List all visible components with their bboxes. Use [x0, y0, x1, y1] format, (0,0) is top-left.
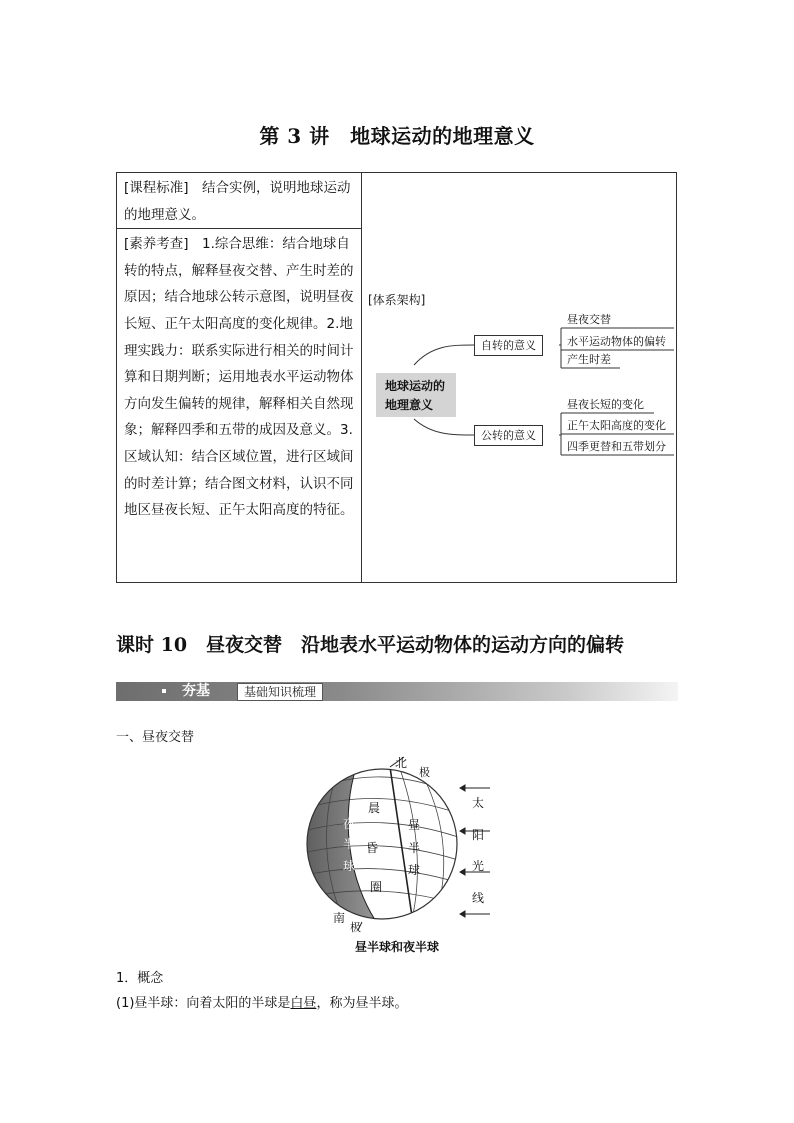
literacy-text: [素养考查] 1.综合思维：结合地球自转的特点，解释昼夜交替、产生时差的原因；结合地球公转示意图，说明昼夜长短、正午太阳高度的变化规律。2.地理实践力：联系实际进行相关的时间计算和日期判断；运用地表水平运动物体方向发生偏转的规律，解释相关自然现象；解释四季和五带的成因及意义。3.区域认知：结合区域位置，进行区域间的时差计算；结合图文材料，认识不同地区昼夜长短、正午太阳高度的特征。 — [124, 236, 354, 519]
definition-answer: 白昼 — [290, 996, 317, 1011]
mindmap-center-line1: 地球运动的 — [385, 379, 446, 393]
mindmap-branch-rotation: 自转的意义 — [474, 335, 543, 356]
banner-bullet-icon — [162, 689, 166, 693]
curriculum-table — [116, 172, 677, 583]
curriculum-standard-cell — [117, 173, 362, 229]
globe-body — [300, 752, 500, 936]
mindmap-leaf: 水平运动物体的偏转 — [567, 335, 666, 348]
figure-caption: 昼半球和夜半球 — [354, 940, 439, 954]
curriculum-standard-text: [课程标准] 结合实例，说明地球运动的地理意义。 — [124, 180, 351, 223]
sunlight-label: 线 — [472, 891, 485, 905]
definition-suffix: ，称为昼半球。 — [316, 996, 408, 1011]
label-south: 南 — [333, 911, 346, 925]
day-night-globe-figure — [300, 752, 500, 936]
mindmap-leaf: 昼夜长短的变化 — [567, 398, 644, 411]
terminator-label: 晨 — [368, 801, 381, 815]
literacy-cell — [117, 229, 362, 583]
night-label: 半 — [343, 837, 356, 851]
mindmap-label: [体系架构] — [368, 293, 426, 307]
banner-tag: 基础知识梳理 — [237, 683, 323, 701]
banner-main-label: 夯基 — [182, 683, 210, 699]
night-label: 夜 — [343, 817, 356, 831]
day-label: 半 — [408, 841, 421, 855]
sunlight-label: 阳 — [472, 828, 485, 842]
lesson-title: 课时 10 昼夜交替 沿地表水平运动物体的运动方向的偏转 — [116, 634, 625, 656]
day-label: 昼 — [408, 818, 421, 832]
mindmap-branch-revolution: 公转的意义 — [474, 425, 543, 446]
sunlight-label: 光 — [472, 859, 485, 873]
mindmap-leaf: 产生时差 — [567, 353, 611, 366]
label-north: 北 — [395, 756, 408, 770]
definition-day-hemisphere — [116, 992, 407, 1011]
mindmap-center-line2: 地理意义 — [385, 398, 434, 412]
mindmap-leaf: 昼夜交替 — [567, 313, 611, 326]
page-title: 第 3 讲 地球运动的地理意义 — [259, 124, 535, 148]
sunlight-label: 太 — [472, 796, 485, 810]
concept-heading: 1．概念 — [116, 971, 164, 986]
section-heading: 一、昼夜交替 — [116, 730, 195, 745]
terminator-label: 圈 — [370, 880, 383, 894]
label-south-pole: 极 — [350, 921, 361, 934]
label-north-pole: 极 — [419, 766, 430, 779]
terminator-label: 昏 — [366, 841, 379, 855]
definition-prefix: (1)昼半球：向着太阳的半球是 — [116, 996, 291, 1011]
section-banner — [116, 682, 678, 701]
mindmap-leaf: 四季更替和五带划分 — [567, 440, 666, 453]
mindmap-leaf: 正午太阳高度的变化 — [567, 419, 666, 432]
day-label: 球 — [408, 863, 421, 877]
night-label: 球 — [343, 859, 356, 873]
mindmap-center-node — [376, 373, 456, 417]
mindmap-cell — [362, 173, 677, 583]
